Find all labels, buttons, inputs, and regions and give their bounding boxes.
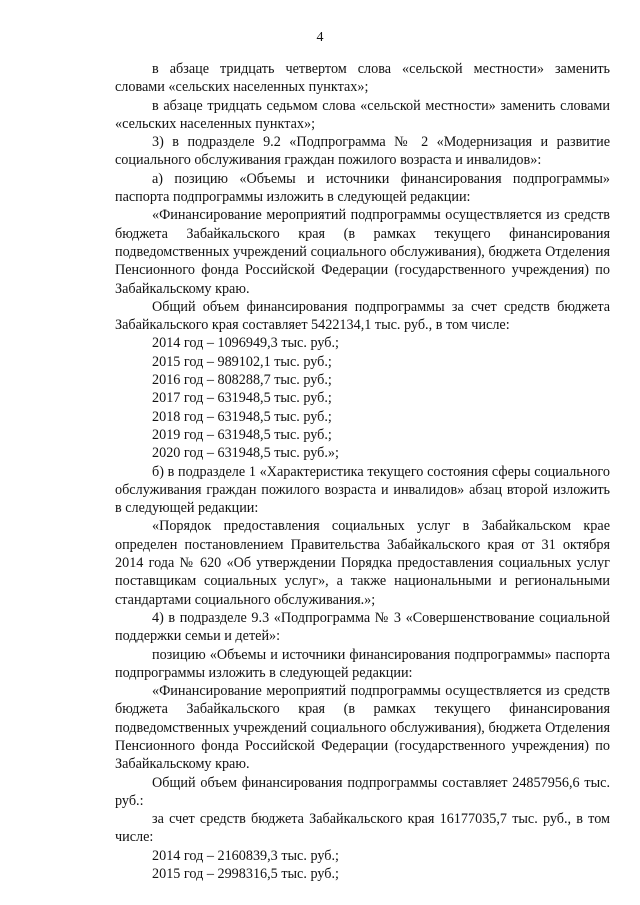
page-number: 4 — [316, 30, 324, 45]
paragraph: а) позицию «Объемы и источники финансирования подпрограммы» паспорта подпрограммы изложить в следующей редакции: — [115, 170, 610, 206]
paragraph: в абзаце тридцать седьмом слова «сельской местности» заменить словами «сельских населенных пунктах»; — [115, 97, 610, 132]
year-line: 2015 год – 2998316,5 тыс. руб.; — [152, 866, 339, 883]
paragraph: «Порядок предоставления социальных услуг в Забайкальском крае определен постановлением Правительства Забайкальского края от 31 октября 2014 года № 620 «Об утверждении Порядка предоставления социальных услуг поставщикам социальных услуг», а также национальными и региональными стандартами социального обслуживания.»; — [115, 518, 610, 608]
paragraph: 3) в подразделе 9.2 «Подпрограмма № 2 «Модернизация и развитие социального обслуживания граждан пожилого возраста и инвалидов»: — [115, 134, 610, 169]
document-body — [115, 60, 610, 883]
paragraph: «Финансирование мероприятий подпрограммы осуществляется из средств бюджета Забайкальского края (в рамках текущего финансирования подведомственных учреждений социального обслуживания), бюджета Отделения Пенсионного фонда Российской Федерации (государственного учреждения) по Забайкальскому краю. — [115, 683, 610, 773]
year-line: 2015 год – 989102,1 тыс. руб.; — [152, 353, 332, 370]
paragraph: Общий объем финансирования подпрограммы за счет средств бюджета Забайкальского края составляет 5422134,1 тыс. руб., в том числе: — [115, 298, 610, 334]
year-line: 2018 год – 631948,5 тыс. руб.; — [152, 408, 332, 425]
year-line: 2020 год – 631948,5 тыс. руб.»; — [152, 445, 339, 462]
year-line: 2017 год – 631948,5 тыс. руб.; — [152, 390, 332, 407]
paragraph: 4) в подразделе 9.3 «Подпрограмма № 3 «Совершенствование социальной поддержки семьи и детей»: — [115, 609, 610, 645]
year-line: 2014 год – 2160839,3 тыс. руб.; — [152, 847, 339, 864]
year-line: 2014 год – 1096949,3 тыс. руб.; — [152, 335, 339, 352]
paragraph: в абзаце тридцать четвертом слова «сельской местности» заменить словами «сельских населенных пунктах»; — [115, 61, 610, 96]
year-line: 2019 год – 631948,5 тыс. руб.; — [152, 426, 332, 443]
paragraph: «Финансирование мероприятий подпрограммы осуществляется из средств бюджета Забайкальского края (в рамках текущего финансирования подведомственных учреждений социального обслуживания), бюджета Отделения Пенсионного фонда Российской Федерации (государственного учреждения) по Забайкальскому краю. — [115, 207, 610, 297]
paragraph: позицию «Объемы и источники финансирования подпрограммы» паспорта подпрограммы изложить в следующей редакции: — [115, 646, 610, 681]
year-line: 2016 год – 808288,7 тыс. руб.; — [152, 372, 332, 389]
paragraph: б) в подразделе 1 «Характеристика текущего состояния сферы социального обслуживания граждан пожилого возраста и инвалидов» абзац второй изложить в следующей редакции: — [115, 463, 610, 517]
paragraph: Общий объем финансирования подпрограммы составляет 24857956,6 тыс. руб.: — [115, 774, 610, 809]
paragraph: за счет средств бюджета Забайкальского края 16177035,7 тыс. руб., в том числе: — [115, 811, 610, 846]
